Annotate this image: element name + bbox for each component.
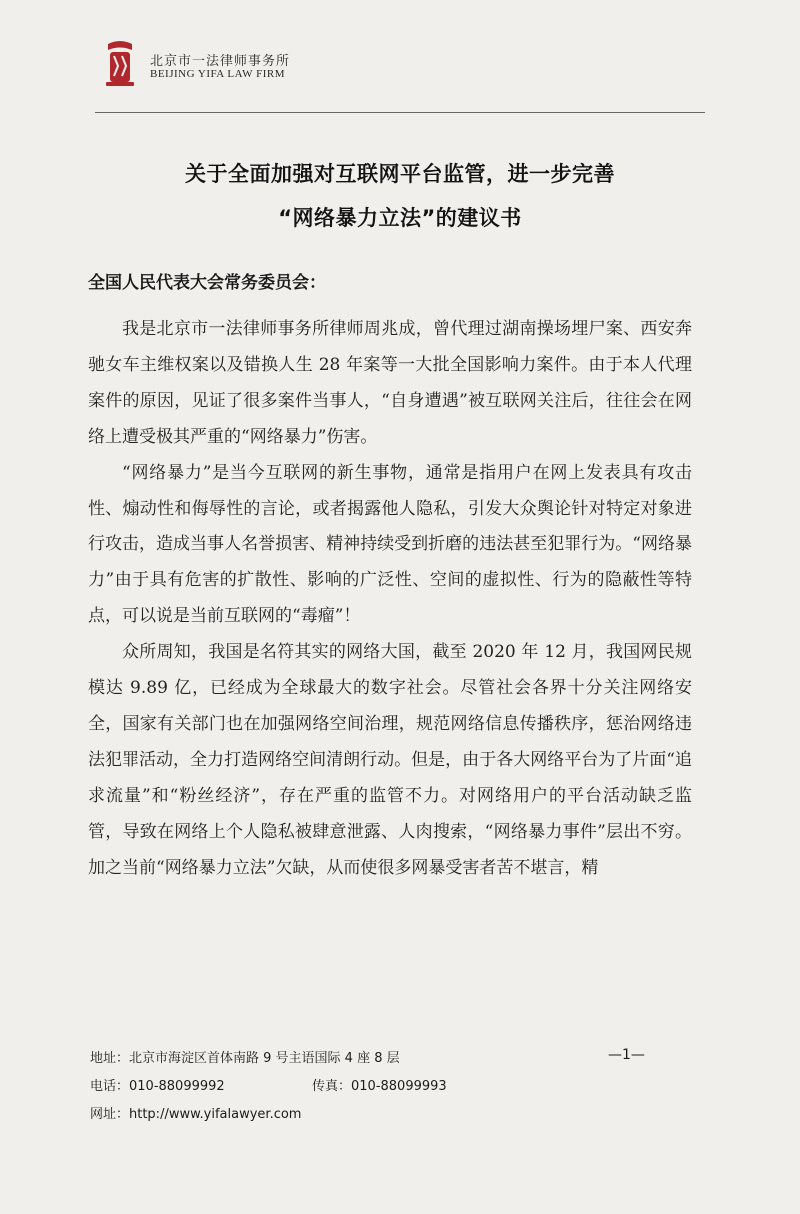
- footer-website: 网址：http://www.yifalawyer.com: [90, 1107, 302, 1122]
- page-number: —1—: [608, 1047, 645, 1063]
- paragraph-2: “网络暴力”是当今互联网的新生事物，通常是指用户在网上发表具有攻击性、煽动性和侮辱性的言论，或者揭露他人隐私，引发大众舆论针对特定对象进行攻击，造成当事人名誉损害、精神持续受到折磨的违法甚至犯罪行为。“网络暴力”由于具有危害的扩散性、影响的广泛性、空间的虚拟性、行为的隐蔽性等特点，可以说是当前互联网的“毒瘤”！: [88, 462, 692, 627]
- law-firm-logo-icon: [100, 40, 140, 90]
- footer-phone: 电话：010-88099992: [90, 1079, 225, 1094]
- paragraph-3: 众所周知，我国是名符其实的网络大国，截至 2020 年 12 月，我国网民规模达 9.89 亿，已经成为全球最大的数字社会。尽管社会各界十分关注网络安全，国家有关部门也在加强网络空间治理，规范网络信息传播秩序，惩治网络违法犯罪活动，全力打造网络空间清朗行动。但是，由于各大网络平台为了片面“追求流量”和“粉丝经济”，存在严重的监管不力。对网络用户的平台活动缺乏监管，导致在网络上个人隐私被肆意泄露、人肉搜索，“网络暴力事件”层出不穷。加之当前“网络暴力立法”欠缺，从而使很多网暴受害者苦不堪言，精: [88, 642, 692, 878]
- paragraph-1: 我是北京市一法律师事务所律师周兆成，曾代理过湖南操场埋尸案、西安奔驰女车主维权案以及错换人生 28 年案等一大批全国影响力案件。由于本人代理案件的原因，见证了很多案件当事人，“自身遭遇”被互联网关注后，往往会在网络上遭受极其严重的“网络暴力”伤害。: [88, 319, 692, 447]
- letterhead-divider: [95, 112, 705, 113]
- footer-address: 地址：北京市海淀区首体南路 9 号主语国际 4 座 8 层: [90, 1051, 400, 1066]
- document-body: [88, 312, 692, 887]
- firm-name-chinese: 北京市一法律师事务所: [150, 54, 291, 69]
- footer-fax: 传真：010-88099993: [312, 1079, 447, 1094]
- firm-name-english: BEIJING YIFA LAW FIRM: [150, 68, 286, 80]
- document-title-line-1: 关于全面加强对互联网平台监管，进一步完善: [185, 162, 615, 186]
- addressee: 全国人民代表大会常务委员会：: [88, 273, 326, 293]
- document-title-line-2: “网络暴力立法”的建议书: [278, 206, 522, 230]
